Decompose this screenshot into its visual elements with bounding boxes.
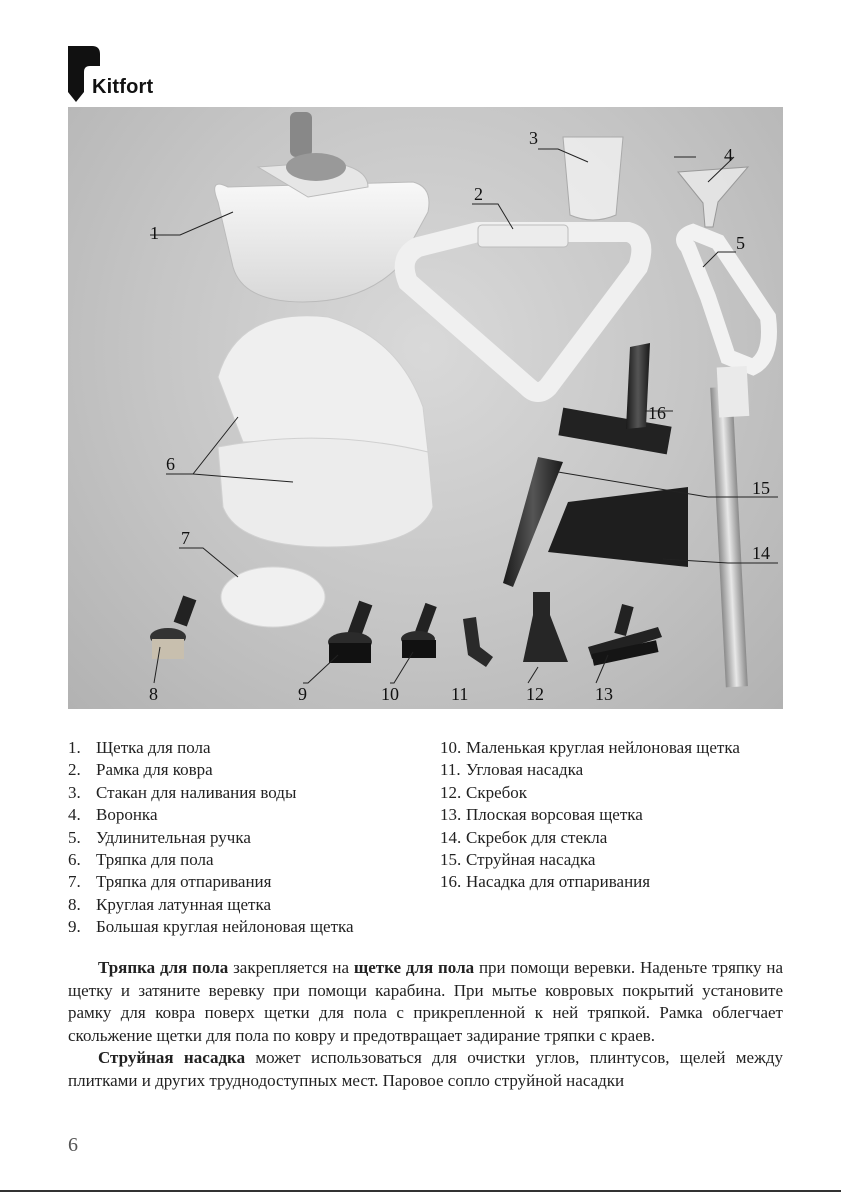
parts-list-left bbox=[68, 737, 428, 939]
callout-10: 10 bbox=[381, 684, 399, 704]
item-number: 14. bbox=[440, 827, 462, 847]
callout-8: 8 bbox=[149, 684, 158, 704]
list-item bbox=[440, 827, 785, 849]
list-item bbox=[68, 782, 428, 804]
carpet-frame-tab bbox=[478, 225, 568, 247]
item-label: Тряпка для пола bbox=[96, 850, 214, 870]
list-item bbox=[68, 849, 428, 871]
item-number: 4. bbox=[68, 805, 81, 825]
item-label: Скребок для стекла bbox=[466, 827, 608, 847]
floor-cloth-bottom bbox=[218, 438, 433, 547]
funnel bbox=[678, 167, 748, 227]
item-label: Круглая латунная щетка bbox=[96, 894, 272, 914]
item-label: Скребок bbox=[466, 782, 528, 802]
callout-16: 16 bbox=[648, 403, 666, 423]
carpet-frame bbox=[405, 232, 642, 392]
callout-13: 13 bbox=[595, 684, 613, 704]
callout-6: 6 bbox=[166, 454, 175, 474]
measuring-cup bbox=[563, 137, 623, 220]
callout-15: 15 bbox=[752, 478, 770, 498]
item-label: Большая круглая нейлоновая щетка bbox=[96, 917, 354, 937]
brand-name: Kitfort bbox=[92, 76, 154, 98]
page-number: 6 bbox=[68, 1134, 78, 1156]
callout-14: 14 bbox=[752, 543, 770, 563]
item-label: Насадка для отпаривания bbox=[466, 872, 651, 892]
callout-9: 9 bbox=[298, 684, 307, 704]
item-number: 13. bbox=[440, 805, 462, 825]
term-jet-nozzle: Струйная насадка bbox=[98, 1048, 246, 1068]
item-number: 7. bbox=[68, 872, 81, 892]
small-nylon-brush-item bbox=[401, 603, 437, 658]
item-label: Рамка для ковра bbox=[96, 760, 213, 780]
list-item bbox=[440, 759, 785, 781]
item-label: Плоская ворсовая щетка bbox=[466, 805, 643, 825]
callout-11: 11 bbox=[451, 684, 469, 704]
list-item bbox=[68, 804, 428, 826]
list-item bbox=[68, 827, 428, 849]
item-number: 9. bbox=[68, 917, 81, 937]
text-run: при помощи веревки. Наденьте тряпку на щетку и затяните веревку при помощи карабина. При мытье ковровых покрытий установите рамку для ковра поверх щетки для пола с прикрепленной к ней тряпкой. Рамка облегчает скольжение щетки для пола по ковру и предотвращает задирание тряпки с краев. bbox=[68, 958, 784, 1045]
list-item bbox=[68, 759, 428, 781]
item-label: Маленькая круглая нейлоновая щетка bbox=[466, 738, 740, 757]
callout-3: 3 bbox=[529, 128, 538, 148]
item-number: 11. bbox=[440, 760, 461, 780]
item-number: 16. bbox=[440, 872, 462, 892]
term-floor-brush: щетке для пола bbox=[353, 958, 475, 977]
callout-1: 1 bbox=[150, 223, 159, 243]
item-label: Удлинительная ручка bbox=[96, 827, 251, 847]
item-label: Угловая насадка bbox=[466, 760, 584, 780]
bottom-divider bbox=[0, 1190, 841, 1192]
item-number: 6. bbox=[68, 850, 81, 870]
scraper-item bbox=[523, 592, 568, 662]
accessories-illustration bbox=[68, 107, 783, 709]
list-item bbox=[68, 871, 428, 893]
item-label: Щетка для пола bbox=[96, 738, 211, 757]
list-item bbox=[440, 849, 785, 871]
paragraph-jet-nozzle bbox=[68, 1047, 783, 1092]
extension-tube bbox=[710, 387, 748, 688]
paragraph-floor-cloth bbox=[68, 957, 783, 1047]
parts-list-right bbox=[440, 737, 785, 894]
floor-cloth-top bbox=[218, 316, 428, 452]
item-number: 2. bbox=[68, 760, 81, 780]
item-number: 10. bbox=[440, 738, 462, 757]
list-item bbox=[68, 894, 428, 916]
list-item bbox=[440, 804, 785, 826]
item-label: Воронка bbox=[96, 805, 158, 825]
list-item bbox=[440, 737, 785, 759]
item-number: 5. bbox=[68, 827, 81, 847]
text-run: закрепляется на bbox=[228, 958, 354, 977]
item-label: Стакан для наливания воды bbox=[96, 782, 297, 802]
item-label: Тряпка для отпаривания bbox=[96, 872, 272, 892]
body-text bbox=[68, 957, 783, 1093]
list-item bbox=[440, 871, 785, 893]
callout-12: 12 bbox=[526, 684, 544, 704]
item-number: 15. bbox=[440, 850, 462, 870]
flat-bristle-brush-item bbox=[588, 604, 662, 666]
item-number: 8. bbox=[68, 894, 81, 914]
item-number: 3. bbox=[68, 782, 81, 802]
text-run: может использоваться для очистки углов, плинтусов, щелей между плитками и других труднодоступных мест. Паровое сопло струйной насадки bbox=[68, 1048, 783, 1090]
callout-2: 2 bbox=[474, 184, 483, 204]
angle-nozzle-item bbox=[463, 617, 493, 667]
product-photo bbox=[68, 107, 783, 709]
big-nylon-brush-item bbox=[328, 601, 372, 663]
jet-nozzle bbox=[503, 457, 563, 587]
list-item bbox=[440, 782, 785, 804]
callout-4: 4 bbox=[724, 145, 733, 165]
item-number: 1. bbox=[68, 738, 81, 757]
item-number: 12. bbox=[440, 782, 462, 802]
brass-brush-item bbox=[150, 595, 196, 659]
window-scraper bbox=[548, 487, 688, 567]
list-item bbox=[68, 916, 428, 938]
term-floor-cloth: Тряпка для пола bbox=[98, 958, 229, 977]
item-label: Струйная насадка bbox=[466, 850, 596, 870]
callout-7: 7 bbox=[181, 528, 190, 548]
list-item bbox=[68, 737, 428, 759]
callout-5: 5 bbox=[736, 233, 745, 253]
